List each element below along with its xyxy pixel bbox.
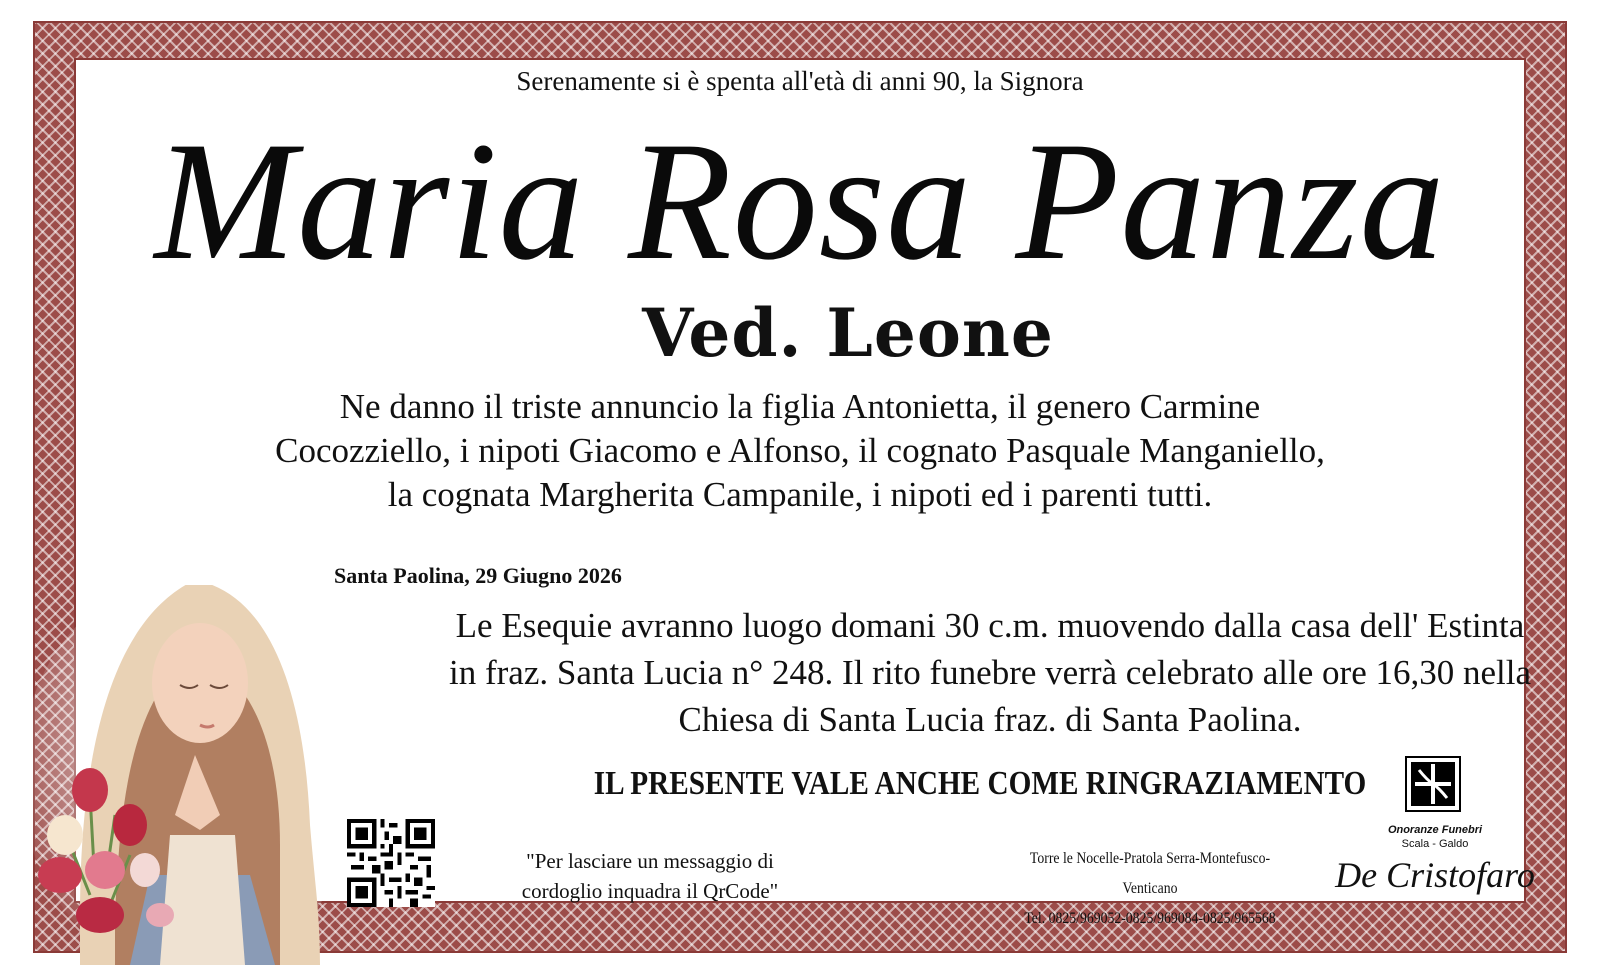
announcement-line: Cocozziello, i nipoti Giacomo e Alfonso, il cognato Pasquale Manganiello, [275, 431, 1325, 470]
funeral-home-location: Scala - Galdo [1401, 838, 1469, 850]
funeral-home-brand: De Cristofaro [1335, 855, 1535, 895]
thanks-line: IL PRESENTE VALE ANCHE COME RINGRAZIAMENTO [593, 765, 1367, 802]
widow-of-line: Ved. Leone [642, 294, 1054, 372]
funeral-home-type: Onoranze Funebri [1387, 824, 1483, 836]
announcement-text [0, 385, 1600, 517]
cross-logo-icon [1405, 756, 1461, 812]
intro-line: Serenamente si è spenta all'età di anni 90, la Signora [516, 66, 1084, 96]
funeral-home-address: Torre le Nocelle-Pratola Serra-Montefusco-Venticano [1029, 850, 1271, 897]
funeral-line: in fraz. Santa Lucia n° 248. Il rito funebre verrà celebrato alle ore 16,30 nella [449, 653, 1531, 692]
funeral-details [190, 602, 1600, 743]
announcement-line: Ne danno il triste annuncio la figlia Antonietta, il genero Carmine [339, 387, 1261, 426]
place-date: Santa Paolina, 29 Giugno 2026 [334, 563, 622, 588]
funeral-home-phones: Tel. 0825/969052-0825/969084-0825/965568 [1024, 910, 1276, 927]
qr-code[interactable] [347, 819, 435, 907]
funeral-line: Chiesa di Santa Lucia fraz. di Santa Paolina. [678, 700, 1302, 739]
qr-message [490, 846, 810, 906]
qr-message-line: cordoglio inquadra il QrCode" [521, 879, 779, 903]
deceased-name: Maria Rosa Panza [154, 107, 1446, 295]
funeral-home-logo [1335, 756, 1535, 906]
funeral-line: Le Esequie avranno luogo domani 30 c.m. muovendo dalla casa dell' Estinta [455, 606, 1525, 645]
funeral-home-contacts [1008, 844, 1292, 934]
madonna-image [20, 585, 340, 965]
announcement-line: la cognata Margherita Campanile, i nipoti ed i parenti tutti. [387, 475, 1213, 514]
qr-message-line: "Per lasciare un messaggio di [526, 849, 774, 873]
